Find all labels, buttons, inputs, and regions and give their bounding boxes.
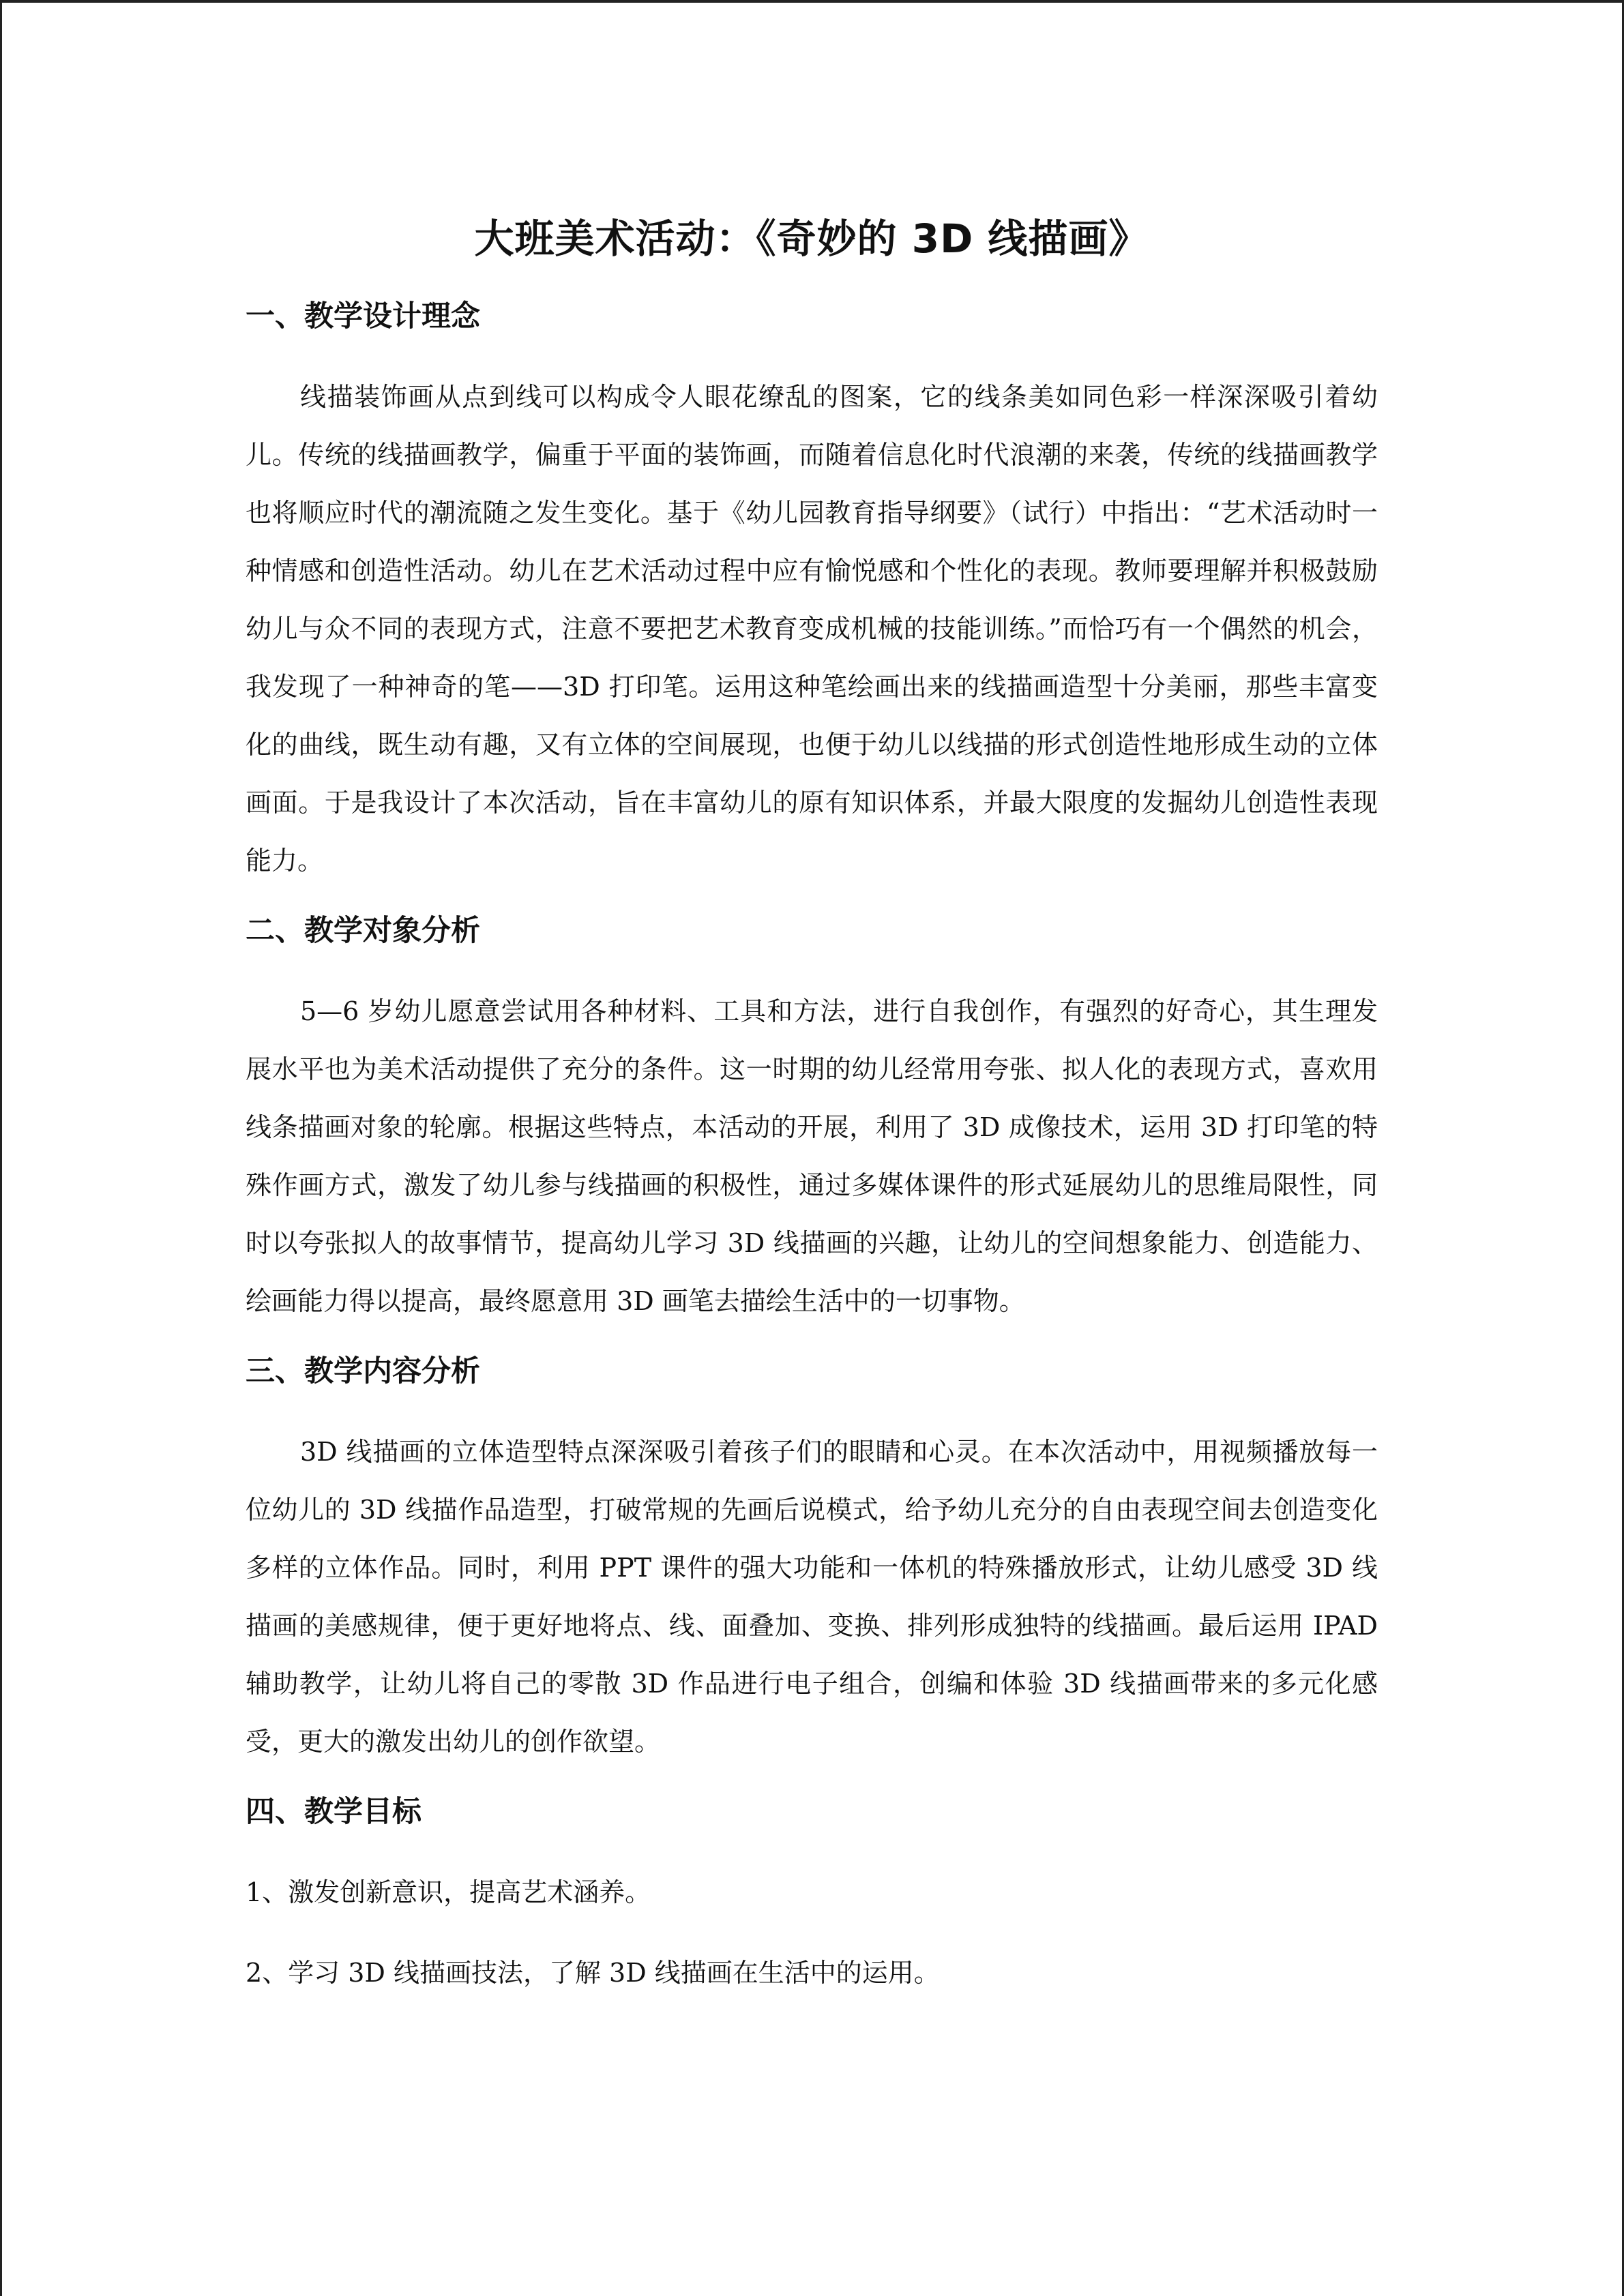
section-audience-analysis	[246, 908, 1378, 1330]
section-teaching-goals	[246, 1789, 1378, 2002]
section-heading: 二、教学对象分析	[246, 914, 480, 948]
section-paragraph: 3D 线描画的立体造型特点深深吸引着孩子们的眼睛和心灵。在本次活动中，用视频播放每一位幼儿的 3D 线描作品造型，打破常规的先画后说模式，给予幼儿充分的自由表现空间去创造变化多样的立体作品。同时，利用 PPT 课件的强大功能和一体机的特殊播放形式，让幼儿感受 3D 线描画的美感规律，便于更好地将点、线、面叠加、变换、排列形成独特的线描画。最后运用 IPAD 辅助教学，让幼儿将自己的零散 3D 作品进行电子组合，创编和体验 3D 线描画带来的多元化感受，更大的激发出幼儿的创作欲望。	[246, 1437, 1378, 1757]
section-paragraph: 线描装饰画从点到线可以构成令人眼花缭乱的图案，它的线条美如同色彩一样深深吸引着幼儿。传统的线描画教学，偏重于平面的装饰画，而随着信息化时代浪潮的来袭，传统的线描画教学也将顺应时代的潮流随之发生变化。基于《幼儿园教育指导纲要》（试行）中指出：“艺术活动时一种情感和创造性活动。幼儿在艺术活动过程中应有愉悦感和个性化的表现。教师要理解并积极鼓励幼儿与众不同的表现方式，注意不要把艺术教育变成机械的技能训练。”而恰巧有一个偶然的机会，我发现了一种神奇的笔——3D 打印笔。运用这种笔绘画出来的线描画造型十分美丽，那些丰富变化的曲线，既生动有趣，又有立体的空间展现，也便于幼儿以线描的形式创造性地形成生动的立体画面。于是我设计了本次活动，旨在丰富幼儿的原有知识体系，并最大限度的发掘幼儿创造性表现能力。	[246, 382, 1378, 876]
section-heading: 三、教学内容分析	[246, 1354, 480, 1388]
goal-item: 2、学习 3D 线描画技法，了解 3D 线描画在生活中的运用。	[246, 1958, 940, 1988]
document-title: 大班美术活动：《奇妙的 3D 线描画》	[474, 215, 1149, 262]
section-heading: 四、教学目标	[246, 1795, 422, 1829]
goal-item: 1、激发创新意识，提高艺术涵养。	[246, 1877, 651, 1907]
section-paragraph: 5—6 岁幼儿愿意尝试用各种材料、工具和方法，进行自我创作，有强烈的好奇心，其生理发展水平也为美术活动提供了充分的条件。这一时期的幼儿经常用夸张、拟人化的表现方式，喜欢用线条描画对象的轮廓。根据这些特点，本活动的开展，利用了 3D 成像技术，运用 3D 打印笔的特殊作画方式，激发了幼儿参与线描画的积极性，通过多媒体课件的形式延展幼儿的思维局限性，同时以夸张拟人的故事情节，提高幼儿学习 3D 线描画的兴趣，让幼儿的空间想象能力、创造能力、绘画能力得以提高，最终愿意用 3D 画笔去描绘生活中的一切事物。	[246, 996, 1378, 1316]
section-content-analysis	[246, 1348, 1378, 1771]
section-heading: 一、教学设计理念	[246, 299, 480, 333]
section-design-concept	[246, 293, 1378, 890]
document-body	[246, 205, 1378, 2025]
